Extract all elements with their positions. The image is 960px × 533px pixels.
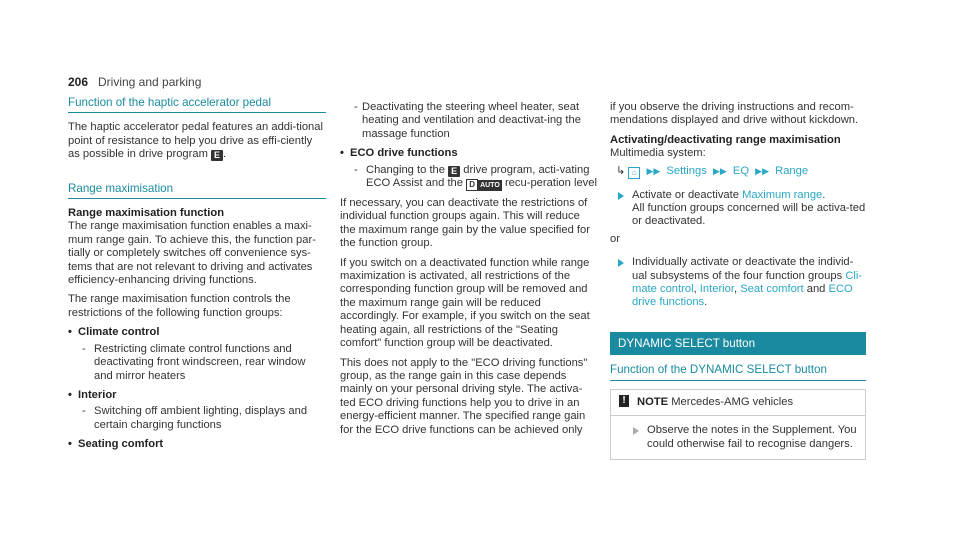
step-activate-maximum-range — [610, 189, 866, 229]
text: and — [803, 283, 829, 296]
subheading-range-max-function: Range maximisation function — [68, 207, 225, 220]
text: The haptic accelerator pedal features an addi-tional point of resistance to help you drive as effi-ciently as possible in drive program — [68, 121, 323, 161]
navigation-path — [616, 165, 866, 179]
note-header — [611, 390, 865, 416]
interior-link[interactable]: Interior — [699, 283, 734, 296]
step-arrow-icon — [633, 427, 639, 435]
eco-drive-functions-link[interactable]: ECO drive functions — [632, 283, 853, 309]
text: Individually activate or deactivate the individ-ual subsystems of the four function groups — [632, 256, 854, 282]
column-3 — [610, 101, 866, 460]
step-individually-activate — [610, 256, 866, 310]
text: drive program, acti-vating ECO Assist and the — [366, 163, 590, 190]
seat-comfort-link[interactable]: Seat comfort — [740, 283, 804, 296]
auto-icon: AUTO — [480, 182, 500, 190]
chevron-right-icon: ▶▶ — [755, 165, 770, 176]
text: , — [693, 283, 700, 296]
text: All function groups concerned will be activa-ted or deactivated. — [632, 202, 866, 228]
paragraph-switch-on-function: If you switch on a deactivated function while range maximization is activated, all restrictions of the corresponding function group will be removed and the maximum range gain will be reduced accordingly. For example, if you switch on the seat heating again, all restrictions of the "Seating comfort" function group will be deactivated. — [340, 256, 590, 350]
text: recu-peration level — [504, 177, 597, 190]
bullet-interior: • Interior — [68, 389, 326, 402]
eco-drive-program-icon: E — [211, 150, 223, 161]
note-text: Mercedes-AMG vehicles — [671, 395, 794, 408]
home-icon[interactable]: ⌂ — [628, 167, 640, 179]
dynamic-select-banner: DYNAMIC SELECT button — [610, 332, 866, 355]
nav-settings[interactable]: Settings — [666, 164, 707, 177]
maximum-range-link[interactable]: Maximum range — [742, 188, 823, 201]
paragraph-eco-exception: This does not apply to the "ECO driving functions" group, as the range gain in this case depends mainly on your personal driving style. The activa-ted ECO driving functions help you to drive in an energy-efficient manner. The specified range gain for the ECO drive functions can be achieved only — [340, 356, 588, 436]
dash-item-eco — [340, 164, 597, 191]
section-title-dynamic-select: Function of the DYNAMIC SELECT button — [610, 363, 866, 380]
or-label: or — [610, 232, 620, 245]
paragraph-continued: if you observe the driving instructions and recom-mendations displayed and drive without kickdown. — [610, 101, 859, 127]
eco-drive-program-icon: E — [448, 166, 460, 177]
chevron-right-icon: ▶▶ — [646, 165, 661, 176]
column-2 — [340, 101, 597, 443]
bullet-eco-drive: • ECO drive functions — [340, 147, 597, 160]
paragraph-haptic-pedal — [68, 121, 326, 161]
text: Activate or deactivate — [632, 188, 739, 201]
note-body-text: Observe the notes in the Supplement. You could otherwise fail to recognise dangers. — [647, 424, 857, 450]
multimedia-system-label: Multimedia system: — [610, 147, 706, 160]
text: . — [704, 296, 708, 309]
section-title-haptic-pedal: Function of the haptic accelerator pedal — [68, 96, 326, 113]
note-label: NOTE — [637, 395, 669, 408]
chevron-right-icon: ▶▶ — [712, 165, 727, 176]
bullet-seating-comfort: • Seating comfort — [68, 438, 326, 451]
page-number: 206 — [68, 75, 89, 89]
text: , — [733, 283, 741, 296]
subheading-activating-range-max: Activating/deactivating range maximisation — [610, 133, 841, 146]
bullet-climate-control: • Climate control — [68, 326, 326, 339]
dash-item-seating: - Deactivating the steering wheel heater, seat heating and ventilation and deactivat-ing the massage function — [340, 101, 597, 141]
dash-item-interior: - Switching off ambient lighting, displays and certain charging functions — [68, 405, 326, 432]
warning-icon: ! — [619, 395, 629, 407]
nav-range[interactable]: Range — [775, 164, 809, 177]
column-1 — [68, 96, 326, 455]
text: Changing to the — [366, 163, 445, 176]
note-box — [610, 389, 866, 460]
running-title: Driving and parking — [98, 75, 202, 89]
nav-eq[interactable]: EQ — [732, 164, 750, 177]
paragraph-range-max-1: The range maximisation function enables a maxi-mum range gain. To achieve this, the function par-tially or completely switches off convenience sys-tems that are not relevant to driving and activates efficiency-enhancing driving functions. — [68, 220, 316, 287]
d-recuperation-icon: D — [466, 179, 478, 191]
note-body — [611, 416, 865, 459]
text: . — [822, 188, 826, 201]
section-title-range-max: Range maximisation — [68, 182, 326, 199]
dash-item-climate: - Restricting climate control functions and deactivating front windscreen, rear window and mirror heaters — [68, 343, 326, 383]
step-arrow-icon — [618, 259, 624, 267]
text: . — [223, 148, 227, 161]
paragraph-deactivate-restrictions: If necessary, you can deactivate the restrictions of individual function groups again. This will reduce the maximum range gain by the value specified for the function group. — [340, 197, 590, 250]
climate-control-link[interactable]: Cli-mate control — [632, 269, 863, 296]
step-arrow-icon — [618, 192, 624, 200]
paragraph-range-max-2: The range maximisation function controls the restrictions of the following function groups: — [68, 293, 291, 319]
path-arrow-icon: ↳ — [616, 164, 626, 177]
